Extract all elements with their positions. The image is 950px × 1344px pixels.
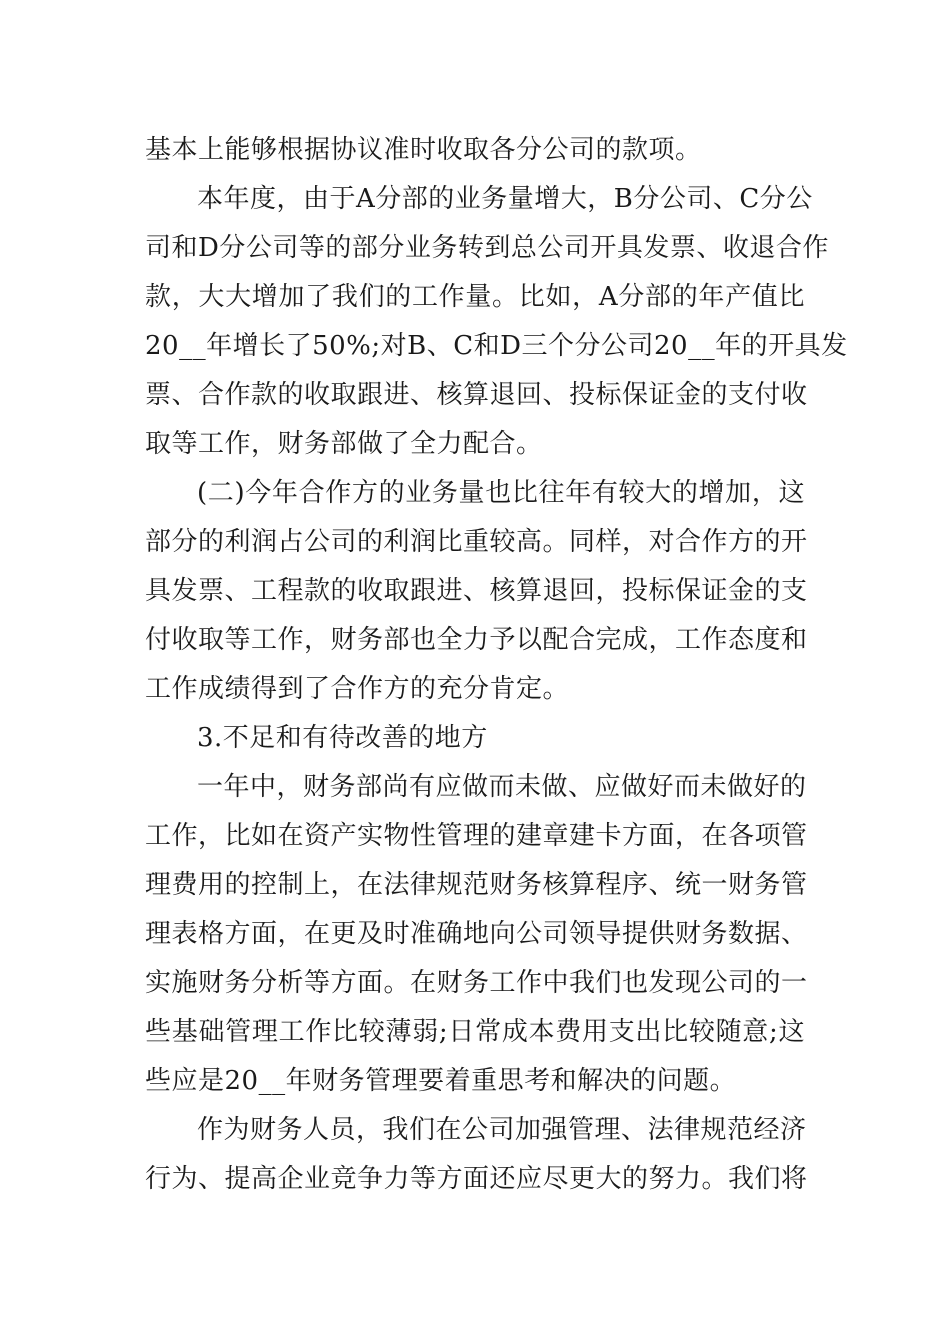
paragraph-line: 基本上能够根据协议准时收取各分公司的款项。 (145, 135, 702, 165)
paragraph-line: 理费用的控制上，在法律规范财务核算程序、统一财务管 (145, 870, 808, 900)
paragraph-line: 些基础管理工作比较薄弱;日常成本费用支出比较随意;这 (145, 1017, 805, 1047)
section-heading: 3.不足和有待改善的地方 (197, 723, 488, 753)
paragraph-line: 本年度，由于A分部的业务量增大，B分公司、C分公 (197, 184, 813, 214)
paragraph-line: 行为、提高企业竞争力等方面还应尽更大的努力。我们将 (145, 1164, 808, 1194)
paragraph-line: 司和D分公司等的部分业务转到总公司开具发票、收退合作 (145, 233, 829, 263)
paragraph-line: 付收取等工作，财务部也全力予以配合完成，工作态度和 (145, 625, 808, 655)
paragraph-line: 实施财务分析等方面。在财务工作中我们也发现公司的一 (145, 968, 808, 998)
document-body (145, 126, 848, 1204)
paragraph-line: 取等工作，财务部做了全力配合。 (145, 429, 543, 459)
paragraph-line: 理表格方面，在更及时准确地向公司领导提供财务数据、 (145, 919, 808, 949)
paragraph-line: 作为财务人员，我们在公司加强管理、法律规范经济 (197, 1115, 807, 1145)
paragraph-line: 一年中，财务部尚有应做而未做、应做好而未做好的 (197, 772, 807, 802)
paragraph-line: 些应是20__年财务管理要着重思考和解决的问题。 (145, 1066, 737, 1096)
paragraph-line: 工作成绩得到了合作方的充分肯定。 (145, 674, 570, 704)
paragraph-line: 款，大大增加了我们的工作量。比如，A分部的年产值比 (145, 282, 805, 312)
paragraph-line: (二)今年合作方的业务量也比往年有较大的增加，这 (197, 478, 805, 508)
paragraph-line: 部分的利润占公司的利润比重较高。同样，对合作方的开 (145, 527, 808, 557)
paragraph-line: 票、合作款的收取跟进、核算退回、投标保证金的支付收 (145, 380, 808, 410)
paragraph-line: 20__年增长了50%;对B、C和D三个分公司20__年的开具发 (145, 331, 848, 361)
paragraph-line: 具发票、工程款的收取跟进、核算退回，投标保证金的支 (145, 576, 808, 606)
paragraph-line: 工作，比如在资产实物性管理的建章建卡方面，在各项管 (145, 821, 808, 851)
